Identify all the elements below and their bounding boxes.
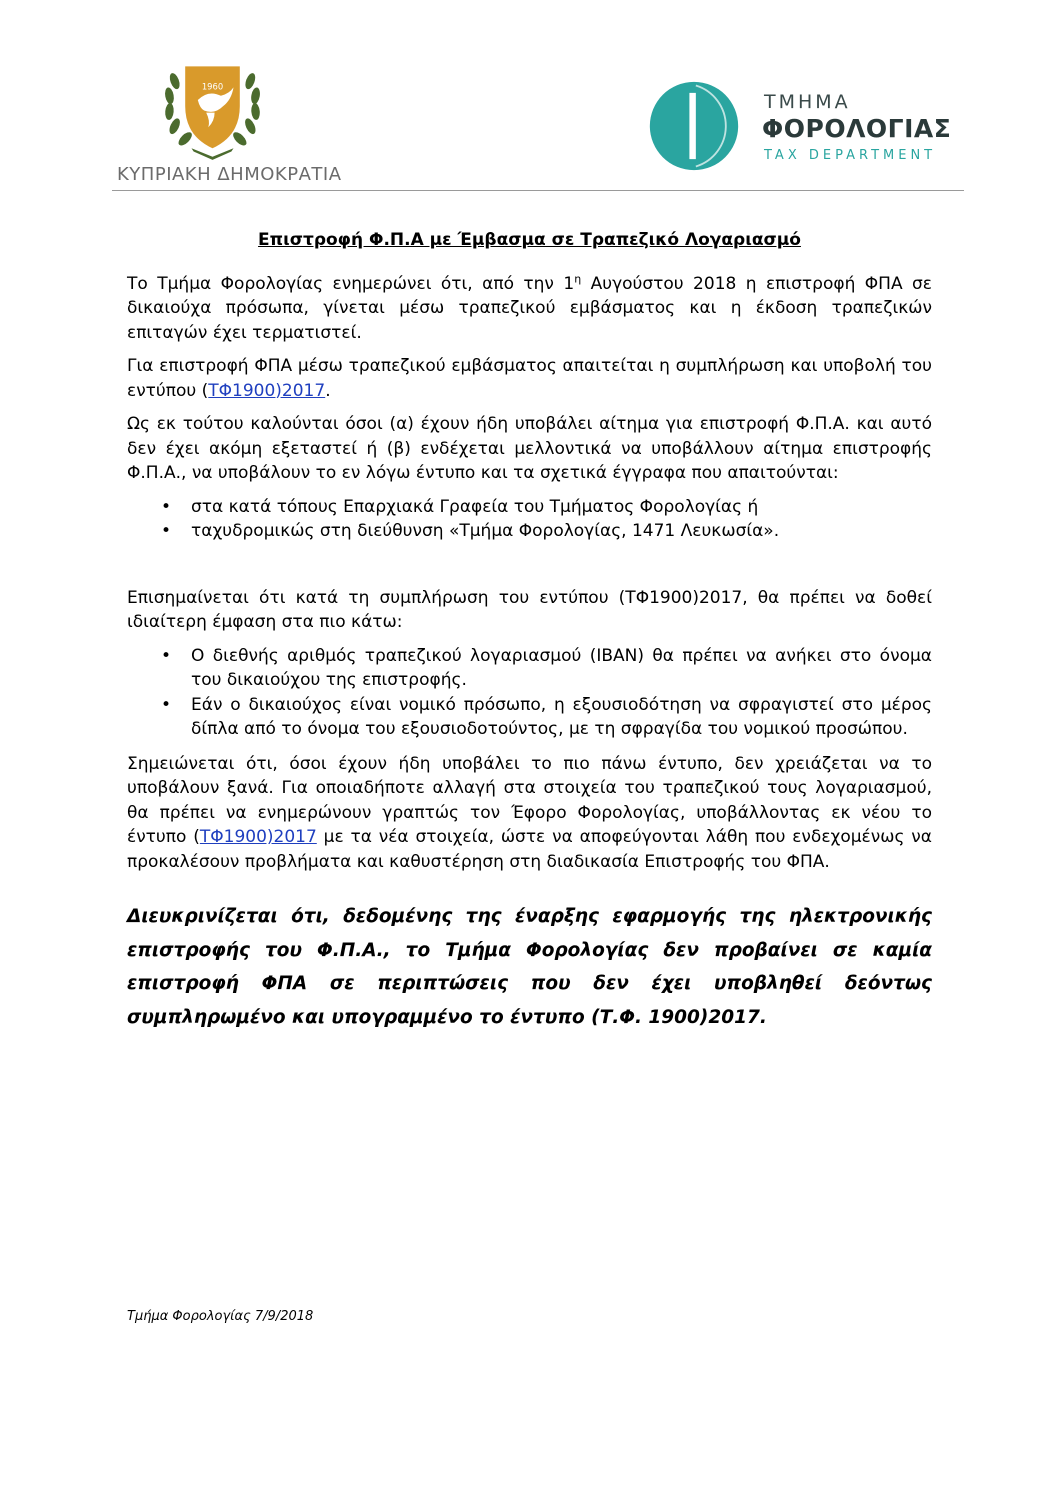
tax-department-logo-icon <box>648 80 740 172</box>
svg-text:1960: 1960 <box>201 81 224 92</box>
paragraph-form-start: Για επιστροφή ΦΠΑ μέσω τραπεζικού εμβάσματος απαιτείται η συμπλήρωση και υποβολή του εντύπου ( <box>127 356 932 401</box>
paragraph-resubmit-start: Σημειώνεται ότι, όσοι έχουν ήδη υποβάλει το πιο πάνω έντυπο, δεν χρειάζεται να το υποβάλουν ξανά. Για οποιαδήποτε αλλαγή στα στοιχεία του τραπεζικού τους λογαριασμού, θα πρέπει να ενημερώνουν γραπτώς τον Έφορο Φορολογίας, υποβάλλοντας εκ νέου το έντυπο ( <box>127 753 932 847</box>
paragraph-form-end: . <box>325 380 331 401</box>
paragraph-resubmit-end: με τα νέα στοιχεία, ώστε να αποφεύγονται λάθη που ενδεχομένως να προκαλέσουν προβλήματα και καθυστέρηση στη διαδικασία Επιστροφής του ΦΠΑ. <box>127 827 932 872</box>
document-body <box>127 228 932 1034</box>
spacer <box>127 544 932 586</box>
list-item: • στα κατά τόπους Επαρχιακά Γραφεία του Τμήματος Φορολογίας ή <box>191 495 932 520</box>
paragraph-emphasis: Επισημαίνεται ότι κατά τη συμπλήρωση του εντύπου (ΤΦ1900)2017, θα πρέπει να δοθεί ιδιαίτερη έμφαση στα πιο κάτω: <box>127 587 932 632</box>
page-header <box>0 0 1058 200</box>
list-item: • ταχυδρομικώς στη διεύθυνση «Τμήμα Φορολογίας, 1471 Λευκωσία». <box>191 519 932 544</box>
clarification-note: Διευκρινίζεται ότι, δεδομένης της έναρξης εφαρμογής της ηλεκτρονικής επιστροφής του Φ.Π.Α., το Τμήμα Φορολογίας δεν προβαίνει σε καμία επιστροφή ΦΠΑ σε περιπτώσεις που δεν έχει υποβληθεί δεόντως συμπληρωμένο και υπογραμμένο το έντυπο (Τ.Φ. 1900)2017. <box>127 906 932 1028</box>
paragraph-form-requirement <box>127 354 932 403</box>
header-divider <box>112 190 964 191</box>
footer-date: Τμήμα Φορολογίας 7/9/2018 <box>127 1309 314 1324</box>
paragraph-intro-end: Αυγούστου 2018 η επιστροφή ΦΠΑ σε δικαιούχα πρόσωπα, γίνεται μέσω τραπεζικού εμβάσματος και η έκδοση τραπεζικών επιταγών έχει τερματιστεί. <box>127 273 932 343</box>
form-link[interactable]: ΤΦ1900)2017 <box>199 827 317 847</box>
paragraph-intro-start: Το Τμήμα Φορολογίας ενημερώνει ότι, από την 1 <box>127 273 575 294</box>
tax-logo-line1: ΤΜΗΜΑ <box>764 91 851 113</box>
cyprus-coat-of-arms-icon <box>160 58 265 163</box>
list-item: • Εάν ο δικαιούχος είναι νομικό πρόσωπο, η εξουσιοδότηση να σφραγιστεί στο μέρος δίπλα από το όνομα του εξουσιοδοτούντος, με τη σφραγίδα του νομικού προσώπου. <box>191 693 932 742</box>
emphasis-list <box>127 644 932 742</box>
submission-methods-list <box>127 495 932 544</box>
paragraph-intro <box>127 272 932 346</box>
cyprus-republic-label: ΚΥΠΡΙΑΚΗ ΔΗΜΟΚΡΑΤΙΑ <box>117 164 342 185</box>
paragraph-already-submitted <box>127 752 932 875</box>
tax-logo-line3: TAX DEPARTMENT <box>764 148 937 163</box>
document-title: Επιστροφή Φ.Π.Α με Έμβασμα σε Τραπεζικό Λογαριασμό <box>258 230 801 250</box>
tax-logo-line2: ΦΟΡΟΛΟΓΙΑΣ <box>762 114 952 143</box>
list-item: • Ο διεθνής αριθμός τραπεζικού λογαριασμού (IBAN) θα πρέπει να ανήκει στο όνομα του δικαιούχου της επιστροφής. <box>191 644 932 693</box>
form-link[interactable]: ΤΦ1900)2017 <box>208 380 326 401</box>
paragraph-call-to-submit: Ως εκ τούτου καλούνται όσοι (α) έχουν ήδη υποβάλει αίτημα για επιστροφή Φ.Π.Α. και αυτό δεν έχει ακόμη εξεταστεί ή (β) ενδέχεται μελλοντικά να υποβάλλουν αίτημα επιστροφής Φ.Π.Α., να υποβάλουν το εν λόγω έντυπο και τα σχετικά έγγραφα που απαιτούνται: <box>127 414 932 483</box>
superscript-ordinal: η <box>574 271 582 285</box>
